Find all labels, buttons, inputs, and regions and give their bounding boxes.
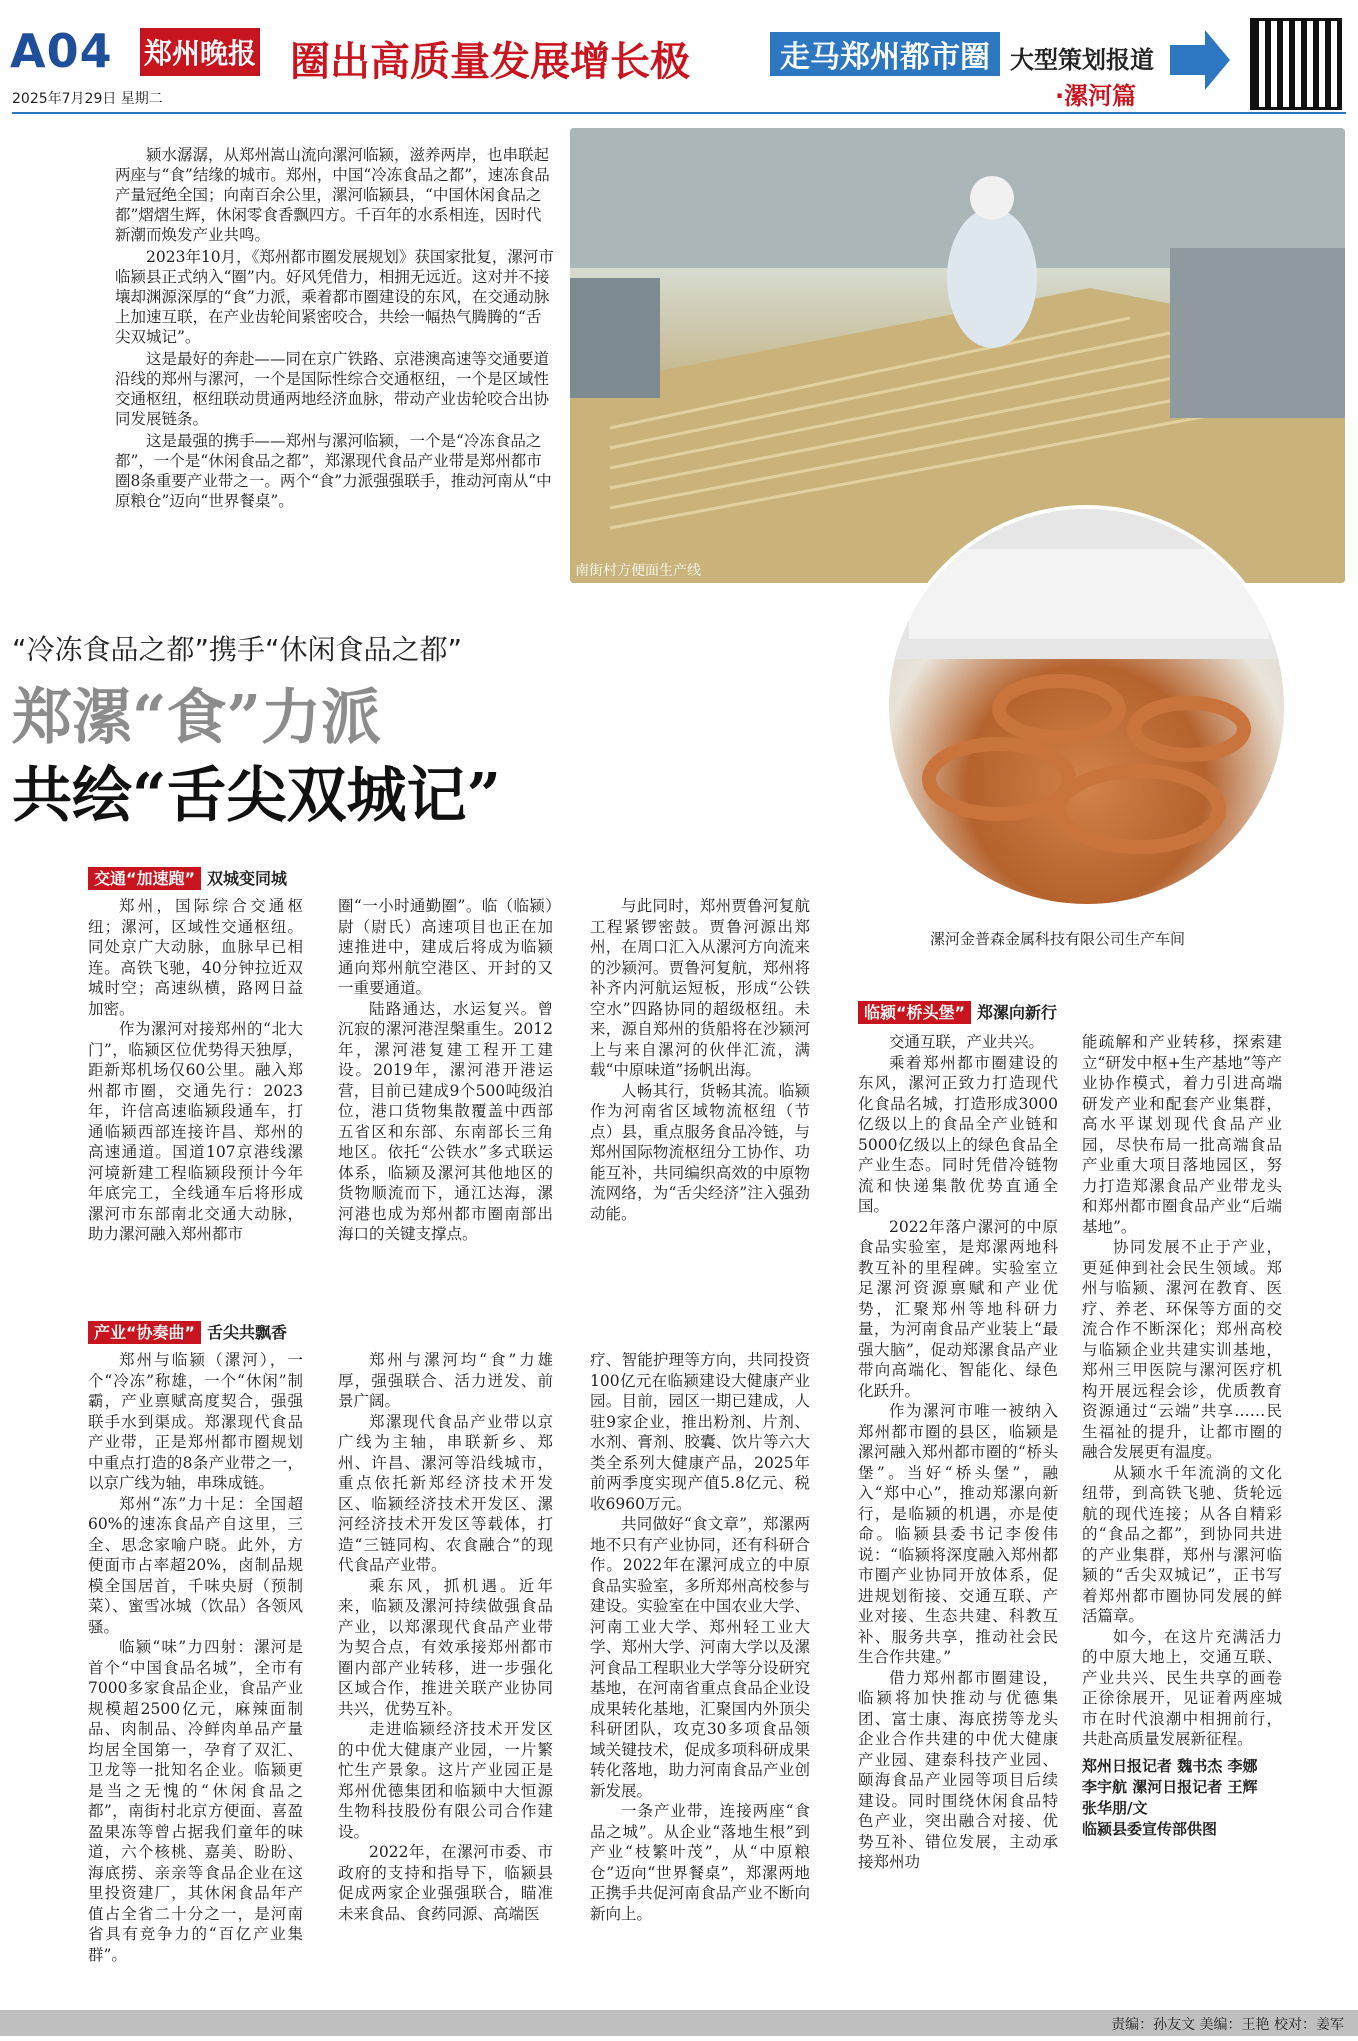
- intro-paragraph: 颍水潺潺，从郑州嵩山流向漯河临颍，滋养两岸，也串联起两座与“食”结缘的城市。郑州，中国“冷冻食品之都”，速冻食品产量冠绝全国；向南百余公里，漯河临颍县，“中国休闲食品之都”熠熠生辉，休闲零食香飘四方。千百年的水系相连，因时代新潮而焕发产业共鸣。: [115, 146, 550, 244]
- intro-text: [115, 145, 555, 513]
- body-paragraph: 借力郑州都市圈建设，临颍将加快推动与优德集团、富士康、海底捞等龙头企业合作共建的中优大健康产业园、建泰科技产业园、颐海食品产业园等项目后续建设。同时围绕休闲食品特色产业，突出融合对接、优势互补、错位发展，主动承接郑州功: [858, 1668, 1058, 1871]
- byline-line: 张华朋/文: [1082, 1798, 1148, 1817]
- production-line-illustration: [570, 128, 1345, 583]
- body-paragraph: 如今，在这片充满活力的中原大地上，交通互联、产业共兴、民生共享的画卷正徐徐展开，见证着两座城市在时代浪潮中相拥前行，共赴高质量发展新征程。: [1082, 1627, 1282, 1748]
- headline-kicker: “冷冻食品之都”携手“休闲食品之都”: [12, 633, 463, 666]
- arrow-right-icon: [1170, 30, 1230, 90]
- series-label: ·漯河篇: [1055, 82, 1137, 110]
- noodle-production-photo: [570, 128, 1345, 583]
- byline-line: 郑州日报记者 魏书杰 李娜: [1082, 1756, 1258, 1775]
- section3-column2: [1082, 1032, 1282, 1840]
- section-title: 舌尖共飘香: [207, 1323, 288, 1342]
- byline: [1082, 1756, 1282, 1840]
- body-paragraph: 陆路通达，水运复兴。曾沉寂的漯河港涅槃重生。2012年，漯河港复建工程开工建设。2019年，漯河港开港运营，目前已建成9个500吨级泊位，港口货物集散覆盖中西部五省区和东部、东南部长三角地区。依托“公铁水”多式联运体系，临颍及漯河其他地区的货物顺流而下，通江达海，漯河港也成为郑州都市圈南部出海口的关键支撑点。: [338, 999, 553, 1243]
- section-transport-heading: [88, 866, 287, 889]
- body-paragraph: 乘东风，抓机遇。近年来，临颍及漯河持续做强食品产业，以郑漯现代食品产业带为契合点，有效承接郑州都市圈内部产业转移，进一步强化区域合作，推进关联产业协同共兴，优势互补。: [338, 1576, 553, 1718]
- wire-coil-workshop-photo: [885, 505, 1288, 908]
- headline-line1: 郑漯“食”力派: [12, 683, 382, 753]
- section-title: 郑漯向新行: [977, 1003, 1058, 1022]
- body-paragraph: 协同发展不止于产业，更延伸到社会民生领域。郑州与临颍、漯河在教育、医疗、养老、环保等方面的交流合作不断深化；郑州高校与临颍企业共建实训基地，郑州三甲医院与漯河医疗机构开展远程会诊，优质教育资源通过“云端”共享……民生福祉的提升，让都市圈的融合发展更有温度。: [1082, 1238, 1282, 1461]
- section3-column1: [858, 1032, 1058, 1873]
- section-industry-heading: [88, 1320, 287, 1343]
- byline-line: 李宇航 漯河日报记者 王辉: [1082, 1777, 1258, 1796]
- wire-coils-illustration: [889, 509, 1284, 904]
- body-paragraph: 郑州，国际综合交通枢纽；漯河，区域性交通枢纽。同处京广大动脉，血脉早已相连。高铁飞驰，40分钟拉近双城时空；高速纵横，路网日益加密。: [88, 897, 303, 1018]
- body-paragraph: 作为漯河对接郑州的“北大门”，临颍区位优势得天独厚，距新郑机场仅60公里。融入郑州都市圈，交通先行：2023年，许信高速临颍段通车，打通临颍西部连接许昌、郑州的高速通道。国道107京港线漯河境新建工程临颍段预计今年年底完工，全线通车后将形成漯河市东部南北交通大动脉，助力漯河融入郑州都市: [88, 1020, 303, 1243]
- section2-column1: [88, 1350, 303, 1965]
- body-paragraph: 乘着郑州都市圈建设的东风，漯河正致力打造现代化食品名城，打造形成3000亿级以上的食品全产业链和5000亿级以上的绿色食品全产业生态。同时凭借冷链物流和快递集散优势直通全国。: [858, 1053, 1058, 1215]
- body-paragraph: 交通互联，产业共兴。: [889, 1033, 1045, 1051]
- body-paragraph: 能疏解和产业转移，探索建立“研发中枢+生产基地”等产业协作模式，着力引进高端研发产业和配套产业集群，高水平谋划现代食品产业园，尽快布局一批高端食品产业重大项目落地园区，努力打造郑漯食品产业带龙头和郑州都市圈食品产业“后端基地”。: [1082, 1033, 1282, 1236]
- intro-paragraph: 这是最强的携手——郑州与漯河临颍，一个是“冷冻食品之都”，一个是“休闲食品之都”，郑漯现代食品产业带是郑州都市圈8条重要产业带之一。两个“食”力派强强联手，推动河南从“中原粮仓”迈向“世界餐桌”。: [115, 432, 552, 510]
- header-divider: [12, 112, 1346, 114]
- section1-column1: [88, 896, 303, 1245]
- body-paragraph: 共同做好“食文章”，郑漯两地不只有产业协同，还有科研合作。2022年在漯河成立的中原食品实验室，多所郑州高校参与建设。实验室在中国农业大学、河南工业大学、郑州轻工业大学、郑州大学、河南大学以及漯河食品工程职业大学等分设研究基地，在河南省重点食品企业设成果转化基地，汇聚国内外顶尖科研团队，攻克30多项食品领域关键技术，促成多项科研成果转化落地，助力河南食品产业创新发展。: [590, 1515, 810, 1800]
- masthead-logo: 郑州晚报: [140, 28, 260, 76]
- body-paragraph: 作为漯河市唯一被纳入郑州都市圈的县区，临颍是漯河融入郑州都市圈的“桥头堡”。当好“桥头堡”，融入“郑中心”，推动郑漯向新行，是临颍的机遇，亦是使命。临颍县委书记李俊伟说：“临颍将深度融入郑州都市圈产业协同开放体系，促进规划衔接、交通互联、产业对接、生态共建、科教互补、服务共享，推动社会民生合作共建。”: [858, 1402, 1058, 1666]
- section-tag: 产业“协奏曲”: [88, 1321, 201, 1344]
- body-paragraph: 走进临颍经济技术开发区的中优大健康产业园，一片繁忙生产景象。这片产业园正是郑州优德集团和临颍中大恒源生物科技股份有限公司合作建设。: [338, 1720, 553, 1841]
- intro-paragraph: 2023年10月，《郑州都市圈发展规划》获国家批复，漯河市临颍县正式纳入“圈”内。好风凭借力，相拥无远近。这对并不接壤却渊源深厚的“食”力派，乘着都市圈建设的东风，在交通动脉上加速互联，在产业齿轮间紧密咬合，共绘一幅热气腾腾的“舌尖双城记”。: [115, 248, 554, 346]
- campaign-title: 圈出高质量发展增长极: [290, 39, 690, 85]
- intro-paragraph: 这是最好的奔赴——同在京广铁路、京港澳高速等交通要道沿线的郑州与漯河，一个是国际性综合交通枢纽，一个是区域性交通枢纽，枢纽联动贯通两地经济血脉，带动产业齿轮咬合出协同发展链条。: [115, 350, 550, 428]
- body-paragraph: 2022年，在漯河市委、市政府的支持和指导下，临颍县促成两家企业强强联合，瞄准未来食品、食药同源、高端医: [338, 1843, 553, 1923]
- section2-column2: [338, 1350, 553, 1924]
- body-paragraph: 从颍水千年流淌的文化纽带，到高铁飞驰、货轮远航的现代连接；从各自精彩的“食品之都”，到协同共进的产业集群，郑州与漯河临颍的“舌尖双城记”，正书写着郑州都市圈协同发展的鲜活篇章。: [1082, 1463, 1282, 1625]
- section-tag: 临颍“桥头堡”: [858, 1001, 971, 1024]
- byline-line: 临颍县委宣传部供图: [1082, 1819, 1218, 1838]
- section-title: 双城变同城: [207, 869, 288, 888]
- body-paragraph: 临颍“味”力四射：漯河是首个“中国食品名城”，全市有7000多家食品企业，食品产业规模超2500亿元，麻辣面制品、肉制品、冷鲜肉单品产量均居全国第一，孕育了双汇、卫龙等一批知名企业。临颍更是当之无愧的“休闲食品之都”，南街村北京方便面、喜盈盈果冻等曾占据我们童年的味道，六个核桃、嘉美、盼盼、海底捞、亲亲等食品企业在这里投资建厂，其休闲食品年产值占全省二十分之一，是河南省具有竞争力的“百亿产业集群”。: [88, 1638, 303, 1964]
- section1-column3: [590, 896, 810, 1224]
- section-bridgehead-heading: [858, 1000, 1057, 1023]
- circle-photo-caption: 漯河金普森金属科技有限公司生产车间: [930, 930, 1186, 948]
- issue-date: 2025年7月29日 星期二: [12, 91, 163, 107]
- body-paragraph: 疗、智能护理等方向，共同投资100亿元在临颍建设大健康产业园。目前，园区一期已建成，人驻9家企业，推出粉剂、片剂、水剂、膏剂、胶囊、饮片等六大类全系列大健康产品，2025年前两季度实现产值5.8亿元、税收6960万元。: [590, 1351, 810, 1513]
- section-tag: 交通“加速跑”: [88, 867, 201, 890]
- body-paragraph: 郑州“冻”力十足：全国超60%的速冻食品产自这里，三全、思念家喻户晓。此外，方便面市占率超20%，卤制品规模全国居首，千味央厨（预制菜）、蜜雪冰城（饮品）各领风骚。: [88, 1494, 303, 1636]
- page-number: A04: [10, 24, 113, 78]
- qr-code-icon[interactable]: [1250, 18, 1342, 110]
- special-report-label: 大型策划报道: [1010, 46, 1154, 74]
- section1-column2: [338, 896, 553, 1245]
- editor-credits: 责编：孙友文 美编：王艳 校对：姜军: [1111, 2017, 1344, 2033]
- body-paragraph: 人畅其行，货畅其流。临颍作为河南省区域物流枢纽（节点）县，重点服务食品冷链，与郑州国际物流枢纽分工协作、功能互补，共同编织高效的中原物流网络，为“舌尖经济”注入强劲动能。: [590, 1081, 810, 1223]
- section2-column3: [590, 1350, 810, 1924]
- headline-line2: 共绘“舌尖双城记”: [12, 761, 502, 831]
- body-paragraph: 一条产业带，连接两座“食品之城”。从企业“落地生根”到产业“枝繁叶茂”，从“中原粮仓”迈向“世界餐桌”，郑漯两地正携手共促河南食品产业不断向新向上。: [590, 1802, 810, 1923]
- body-paragraph: 与此同时，郑州贾鲁河复航工程紧锣密鼓。贾鲁河源出郑州，在周口汇入从漯河方向流来的沙颍河。贾鲁河复航，郑州将补齐内河航运短板，形成“公铁空水”四路协同的超级枢纽。未来，源自郑州的货船将在沙颍河上与来自漯河的伙伴汇流，满载“中原味道”扬帆出海。: [590, 897, 810, 1079]
- body-paragraph: 2022年落户漯河的中原食品实验室，是郑漯两地科教互补的里程碑。实验室立足漯河资源禀赋和产业优势，汇聚郑州等地科研力量，为河南食品产业装上“最强大脑”，促动郑漯食品产业带向高端化、智能化、绿色化跃升。: [858, 1217, 1058, 1400]
- body-paragraph: 圈“一小时通勤圈”。临（临颍）尉（尉氏）高速项目也正在加速推进中，建成后将成为临颍通向郑州航空港区、开封的又一重要通道。: [338, 897, 553, 997]
- body-paragraph: 郑州与临颍（漯河），一个“冷冻”称雄，一个“休闲”制霸，产业禀赋高度契合，强强联手水到渠成。郑漯现代食品产业带，正是郑州都市圈规划中重点打造的8条产业带之一，以京广线为轴，串珠成链。: [88, 1351, 303, 1492]
- top-photo-caption: 南街村方便面生产线: [575, 563, 701, 579]
- series-banner: 走马郑州都市圈: [770, 32, 1000, 76]
- body-paragraph: 郑州与漯河均“食”力雄厚，强强联合、活力迸发、前景广阔。: [338, 1351, 553, 1410]
- body-paragraph: 郑漯现代食品产业带以京广线为主轴，串联新乡、郑州、许昌、漯河等沿线城市，重点依托新郑经济技术开发区、临颍经济技术开发区、漯河经济技术开发区等载体，打造“三链同构、农食融合”的现代食品产业带。: [338, 1412, 553, 1574]
